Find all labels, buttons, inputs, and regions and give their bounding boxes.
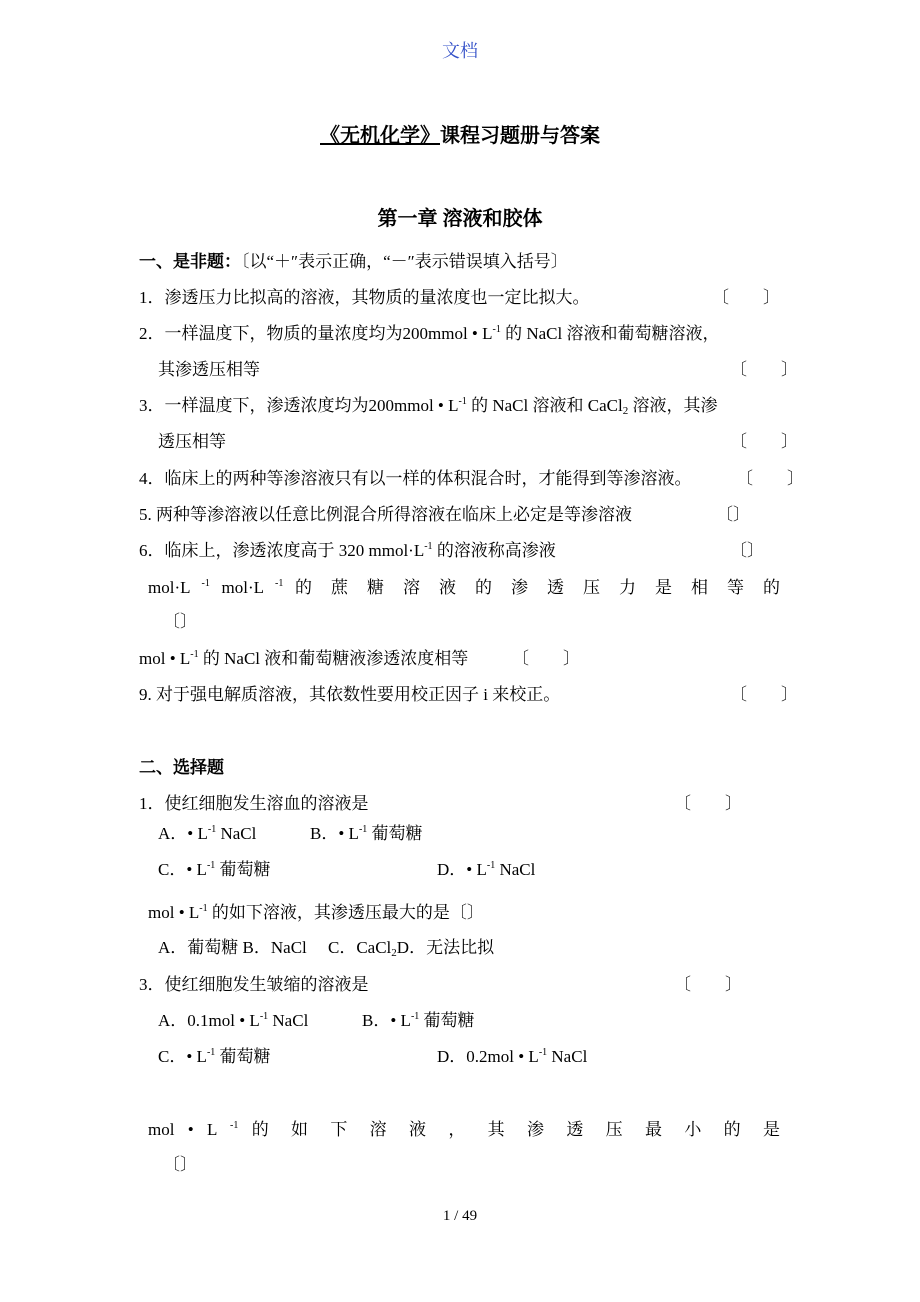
text-segment: 的 NaCl 溶液和葡萄糖溶液， — [500, 324, 720, 343]
text-segment: 2．一样温度下，物质的量浓度均为200mmol • L — [139, 324, 493, 343]
answer-bracket: 〔〕 — [163, 1155, 197, 1174]
section1-instruction: 〔以“＋″表示正确，“－″表示错误填入括号〕 — [241, 252, 568, 271]
text-segment: 的 NaCl 液和葡萄糖液渗透浓度相等 — [198, 649, 469, 668]
text-segment: 5. 两种等渗溶液以任意比例混合所得溶液在临床上必定是等渗溶液 — [139, 505, 632, 524]
choice-question-3 — [139, 974, 369, 996]
superscript: -1 — [190, 649, 199, 660]
section1-title: 一、是非题： — [139, 252, 241, 271]
question-1 — [139, 287, 590, 309]
question-7 — [148, 577, 780, 599]
text-segment: D．无法比拟 — [396, 938, 495, 957]
text-segment: 其渗透压相等 — [158, 360, 260, 379]
answer-bracket: 〔 〕 — [730, 360, 798, 379]
text-segment: 的 NaCl 溶液和 CaCl — [466, 396, 623, 415]
text-segment: 1．渗透压力比拟高的溶液，其物质的量浓度也一定比拟大。 — [139, 288, 590, 307]
text-segment: mol • L — [148, 903, 200, 922]
text-segment: 1．使红细胞发生溶血的溶液是 — [139, 794, 369, 813]
text-segment: 3．一样温度下，渗透浓度均为200mmol • L — [139, 396, 459, 415]
answer-bracket: 〔 〕 — [730, 685, 798, 704]
text-segment: 葡萄糖 — [215, 860, 271, 879]
text-segment: mol • L — [148, 1120, 217, 1139]
answer-bracket: 〔 〕 — [512, 649, 580, 668]
text-segment: 葡萄糖 — [215, 1047, 271, 1066]
option-d — [437, 1046, 587, 1068]
answer-bracket: 〔〕 — [163, 612, 197, 631]
question-6 — [139, 540, 556, 562]
superscript: -1 — [207, 824, 217, 835]
section1-heading — [139, 251, 568, 273]
choice-question-2 — [148, 902, 484, 924]
text-segment: A．葡萄糖 B．NaCl C．CaCl — [158, 938, 392, 957]
option-b — [362, 1010, 475, 1032]
superscript: -1 — [275, 578, 284, 589]
option-c — [158, 1046, 271, 1068]
text-segment: 3．使红细胞发生皱缩的溶液是 — [139, 975, 369, 994]
subscript: 2 — [622, 405, 629, 417]
question-3 — [139, 395, 717, 417]
answer-bracket: 〔〕 — [716, 505, 750, 524]
answer-bracket: 〔〕 — [730, 541, 764, 560]
superscript: -1 — [206, 1047, 216, 1058]
superscript: -1 — [230, 1120, 239, 1131]
superscript: -1 — [199, 903, 208, 914]
text-segment: mol·L — [221, 578, 264, 597]
text-segment: A．0.1mol • L — [158, 1011, 260, 1030]
superscript: -1 — [410, 1011, 420, 1022]
option-b — [310, 823, 423, 845]
option-a — [158, 1010, 308, 1032]
question-2 — [139, 323, 720, 345]
option-a — [158, 823, 256, 845]
text-segment: A．• L — [158, 824, 208, 843]
text-segment: D．0.2mol • L — [437, 1047, 539, 1066]
superscript: -1 — [206, 860, 216, 871]
text-segment: NaCl — [547, 1047, 588, 1066]
question-9 — [139, 684, 560, 706]
question-3-cont — [158, 431, 226, 453]
superscript: -1 — [486, 860, 496, 871]
text-segment: B．• L — [310, 824, 359, 843]
text-segment: mol·L — [148, 578, 190, 597]
text-segment: B．• L — [362, 1011, 411, 1030]
title-rest: 课程习题册与答案 — [440, 125, 600, 147]
question-4 — [139, 468, 692, 490]
choice-question-1 — [139, 793, 369, 815]
text-segment: 葡萄糖 — [419, 1011, 475, 1030]
text-segment: 的 蔗 糖 溶 液 的 渗 透 压 力 是 相 等 的 — [295, 578, 781, 597]
option-c — [158, 859, 271, 881]
text-segment: NaCl — [495, 860, 536, 879]
text-segment: 透压相等 — [158, 432, 226, 451]
answer-bracket: 〔 〕 — [674, 975, 742, 994]
text-segment: 的溶液称高渗液 — [432, 541, 556, 560]
text-segment: 葡萄糖 — [367, 824, 423, 843]
chapter-heading: 第一章 溶液和胶体 — [377, 208, 543, 230]
superscript: -1 — [538, 1047, 548, 1058]
page-number: 1 / 49 — [442, 1208, 478, 1224]
answer-bracket: 〔 〕 — [712, 288, 780, 307]
text-segment: 溶液，其渗 — [628, 396, 718, 415]
question-5 — [139, 504, 632, 526]
document-title — [0, 125, 920, 147]
text-segment: NaCl — [268, 1011, 309, 1030]
text-segment: NaCl — [216, 824, 257, 843]
text-segment: C．• L — [158, 1047, 207, 1066]
text-segment: mol • L — [139, 649, 191, 668]
answer-bracket: 〔 〕 — [730, 432, 798, 451]
superscript: -1 — [259, 1011, 269, 1022]
text-segment: D．• L — [437, 860, 487, 879]
question-2-cont — [158, 359, 260, 381]
subscript: 2 — [391, 947, 397, 959]
text-segment: 的 如 下 溶 液 ， 其 渗 透 压 最 小 的 是 — [251, 1120, 781, 1139]
superscript: -1 — [492, 324, 501, 335]
header-label: 文档 — [442, 41, 478, 61]
question-8 — [139, 648, 468, 670]
text-segment: C．• L — [158, 860, 207, 879]
superscript: -1 — [458, 396, 467, 407]
title-book-name: 《无机化学》 — [320, 125, 440, 147]
choice-2-options — [158, 937, 494, 959]
text-segment: 6．临床上，渗透浓度高于 320 mmol·L — [139, 541, 425, 560]
choice-question-4 — [148, 1119, 780, 1141]
section2-heading: 二、选择题 — [139, 758, 224, 777]
answer-bracket: 〔 〕 — [736, 469, 804, 488]
option-d — [437, 859, 535, 881]
text-segment: 9. 对于强电解质溶液，其依数性要用校正因子 i 来校正。 — [139, 685, 561, 704]
text-segment: 4．临床上的两种等渗溶液只有以一样的体积混合时，才能得到等渗溶液。 — [139, 469, 692, 488]
superscript: -1 — [358, 824, 368, 835]
answer-bracket: 〔 〕 — [674, 794, 742, 813]
superscript: -1 — [424, 541, 433, 552]
superscript: -1 — [201, 578, 210, 589]
text-segment: 的如下溶液，其渗透压最大的是〔〕 — [207, 903, 484, 922]
